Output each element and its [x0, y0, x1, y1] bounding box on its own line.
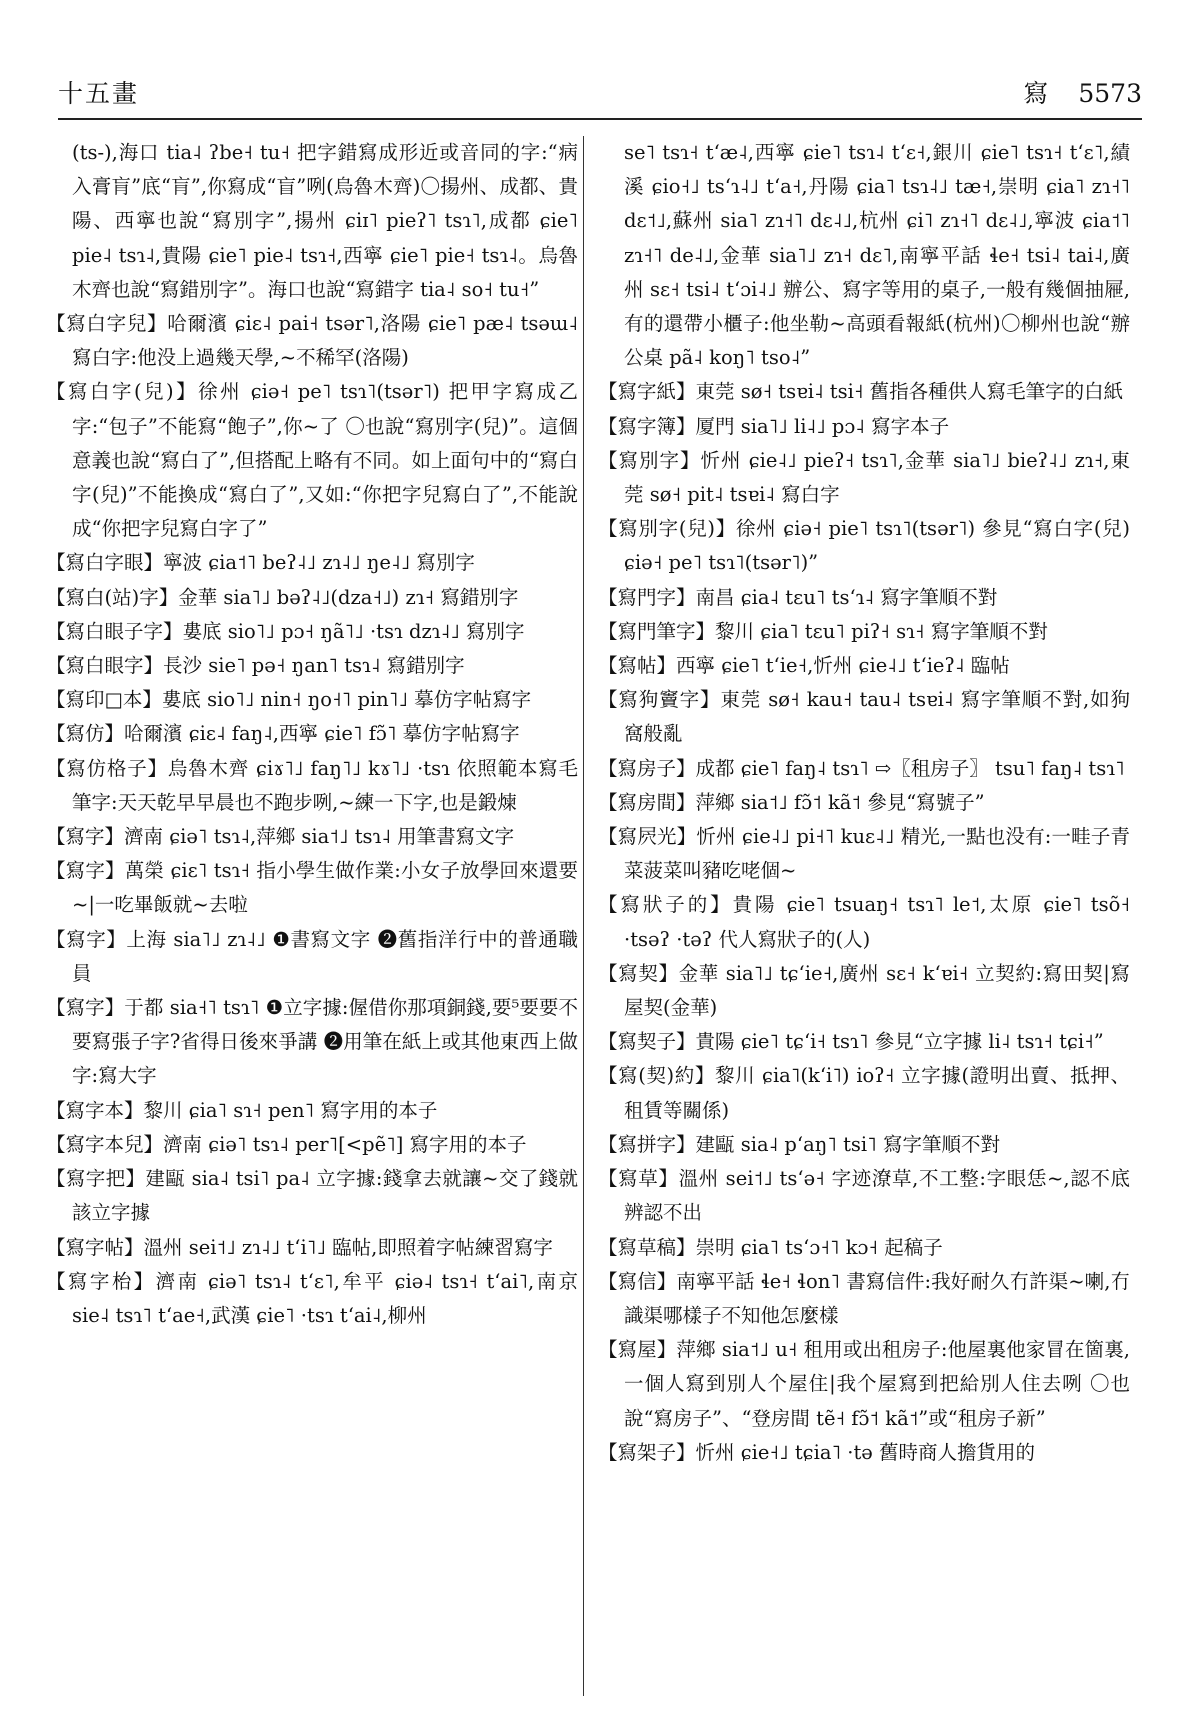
dictionary-entry: 【寫房間】萍鄉 sia˦˩ fɔ̃˦ kã˦ 參見“寫號子” — [598, 790, 985, 814]
right-column — [598, 136, 1130, 1470]
dictionary-entry: 【寫草】溫州 sei˦˩ tsʻə˧ 字迹潦草,不工整:字眼恁~,認不底辨認不出 — [598, 1167, 1130, 1225]
dictionary-entry: 【寫字帖】溫州 sei˦˩ zɿ˨˩ tʻi˥˩ 臨帖,即照着字帖練習寫字 — [46, 1235, 553, 1259]
dictionary-entry: 【寫字簿】厦門 sia˥˩ li˨˩ pɔ˨ 寫字本子 — [598, 414, 950, 438]
dictionary-entry: 【寫信】南寧平話 ɬe˧ ɬon˥ 書寫信件:我好耐久冇許渠~喇,冇識渠哪樣子不知他怎麼樣 — [598, 1269, 1130, 1327]
dictionary-entry: 【寫(契)約】黎川 ɕia˥(kʻi˥) ioʔ˧ 立字據(證明出賣、抵押、租賃等關係) — [598, 1064, 1130, 1122]
dictionary-entry: 【寫字把】建甌 sia˨ tsi˥ pa˨ 立字據:錢拿去就讓~交了錢就該立字據 — [46, 1167, 578, 1225]
dictionary-entry: 【寫字枱】濟南 ɕiə˥ tsɿ˨ tʻɛ˥,牟平 ɕiə˨ tsɿ˧ tʻai˥,南京 sie˨ tsɿ˥ tʻae˧,武漢 ɕie˥ ·tsɿ tʻai˨,柳州 — [46, 1269, 578, 1327]
dictionary-entry: 【寫白字(兒)】徐州 ɕiə˧ pe˥ tsɿ˥(tsər˥) 把甲字寫成乙字:“包子”不能寫“飽子”,你~了 〇也說“寫別字(兒)”。這個意義也說“寫白了”,但搭配上略有不同。如上面句中的“寫白字(兒)”不能換成“寫白了”,又如:“你把字兒寫白了”,不能說成“你把字兒寫白字了” — [46, 380, 578, 541]
dictionary-entry: 【寫別字(兒)】徐州 ɕiə˧ pie˥ tsɿ˥(tsər˥) 參見“寫白字(兒) ɕiə˧ pe˥ tsɿ˥(tsər˥)” — [598, 517, 1130, 575]
dictionary-entry: 【寫拼字】建甌 sia˨ pʻaŋ˥ tsi˥ 寫字筆順不對 — [598, 1132, 1000, 1156]
dictionary-entry: 【寫白眼子字】婁底 sio˥˩ pɔ˧ ŋã˥˩ ·tsɿ dzɿ˨˩ 寫別字 — [46, 619, 525, 643]
dictionary-entry: 【寫契子】貴陽 ɕie˥ tɕʻi˧ tsɿ˥ 參見“立字據 li˨ tsɿ˧ tɕi˧” — [598, 1030, 1104, 1054]
heading-character: 寫 — [1023, 79, 1049, 108]
dictionary-entry: 【寫屄光】忻州 ɕie˨˩ pi˧˥ kuɛ˨˩ 精光,一點也没有:一畦子青菜菠菜叫豬吃咾個~ — [598, 825, 1130, 883]
section-title: 十五畫 — [58, 79, 140, 108]
dictionary-entry: 【寫字】萬榮 ɕiɛ˥ tsɿ˧ 指小學生做作業:小女子放學回來還要~|一吃畢飯就~去啦 — [46, 859, 578, 917]
dictionary-entry: 【寫房子】成都 ɕie˥ faŋ˨ tsɿ˥ ⇨〖租房子〗 tsu˥ faŋ˨ tsɿ˥ — [598, 756, 1125, 780]
dictionary-entry: 【寫字】濟南 ɕiə˥ tsɿ˨,萍鄉 sia˦˩ tsɿ˨ 用筆書寫文字 — [46, 825, 515, 849]
left-column — [46, 136, 578, 1333]
dictionary-entry: se˥ tsɿ˧ tʻæ˨,西寧 ɕie˥ tsɿ˨ tʻɛ˧,銀川 ɕie˥ tsɿ˧ tʻɛ˥,績溪 ɕio˧˩ tsʻɿ˨˩ tʻa˧,丹陽 ɕia˥ tsɿ˨˩ tæ˧,崇明 ɕia˥ zɿ˧˥ dɛ˦˩,蘇州 sia˥ zɿ˧˥ dɛ˨˩,杭州 ɕi˥ zɿ˧˥ dɛ˨˩,寧波 ɕia˦˥ zɿ˧˥ de˨˩,金華 sia˥˩ zɿ˧ dɛ˥,南寧平話 ɬe˧ tsi˨ tai˨,廣州 sɛ˧ tsi˨ tʻɔi˨˩ 辦公、寫字等用的桌子,一般有幾個抽屜,有的還帶小櫃子:他坐勒~高頭看報紙(杭州)〇柳州也說“辦公桌 pã˨ koŋ˥ tso˨” — [624, 141, 1130, 370]
dictionary-entry: 【寫字本兒】濟南 ɕiə˥ tsɿ˨ per˥[<pẽ˥] 寫字用的本子 — [46, 1132, 527, 1156]
dictionary-entry: 【寫字】上海 sia˥˩ zɿ˨˩ ❶書寫文字 ❷舊指洋行中的普通職員 — [46, 927, 578, 985]
dictionary-entry: 【寫白(站)字】金華 sia˥˩ bəʔ˨˩(dza˧˩) zɿ˧ 寫錯別字 — [46, 585, 519, 609]
dictionary-entry: 【寫仿】哈爾濱 ɕiɛ˨ faŋ˨,西寧 ɕie˥ fɔ̃˥ 摹仿字帖寫字 — [46, 722, 520, 746]
page-number: 5573 — [1078, 79, 1142, 108]
dictionary-entry: 【寫字】于都 sia˧˥ tsɿ˥ ❶立字據:偓借你那項銅錢,要⁵要要不要寫張子字?省得日後來爭講 ❷用筆在紙上或其他東西上做字:寫大字 — [46, 996, 578, 1088]
dictionary-entry: 【寫架子】忻州 ɕie˧˩ tɕia˥ ·tə 舊時商人擔貨用的 — [598, 1440, 1036, 1464]
page-heading — [1001, 74, 1142, 114]
dictionary-entry: 【寫白眼字】長沙 sie˥ pə˧ ŋan˥ tsɿ˨ 寫錯別字 — [46, 654, 465, 678]
dictionary-entry: 【寫契】金華 sia˥˩ tɕʻie˧,廣州 sɛ˧ kʻɐi˧ 立契約:寫田契|寫屋契(金華) — [598, 961, 1130, 1020]
dictionary-entry: 【寫仿格子】烏魯木齊 ɕiɤ˥˩ faŋ˥˩ kɤ˥˩ ·tsɿ 依照範本寫毛筆字:天天乾早早晨也不跑步咧,~練一下字,也是鍛煉 — [46, 756, 578, 814]
dictionary-entry: 【寫白字兒】哈爾濱 ɕiɛ˨ pai˧ tsər˥,洛陽 ɕie˥ pæ˨ tsəɯ˨ 寫白字:他没上過幾天學,~不稀罕(洛陽) — [46, 312, 578, 370]
dictionary-entry: 【寫門筆字】黎川 ɕia˥ tɛu˥ piʔ˧ sɿ˧ 寫字筆順不對 — [598, 619, 1048, 643]
dictionary-entry: 【寫白字眼】寧波 ɕia˦˥ beʔ˨˩ zɿ˨˩ ŋe˨˩ 寫別字 — [46, 551, 475, 575]
dictionary-entry: 【寫字本】黎川 ɕia˥ sɿ˧ pen˥ 寫字用的本子 — [46, 1098, 438, 1122]
dictionary-entry: 【寫字紙】東莞 sø˧ tsɐi˨ tsi˧ 舊指各種供人寫毛筆字的白紙 — [598, 380, 1124, 404]
dictionary-entry: 【寫別字】忻州 ɕie˨˩ pieʔ˧ tsɿ˥,金華 sia˥˩ bieʔ˨˩ zɿ˧,東莞 sø˧ pit˨ tsɐi˨ 寫白字 — [598, 448, 1130, 507]
dictionary-entry: 【寫草稿】崇明 ɕia˥ tsʻɔ˧˥ kɔ˧ 起稿子 — [598, 1235, 943, 1259]
dictionary-entry: 【寫印□本】婁底 sio˥˩ nin˧ ŋo˧˥ pin˥˩ 摹仿字帖寫字 — [46, 688, 532, 712]
dictionary-entry: (ts-),海口 tia˨ ʔbe˧ tu˧ 把字錯寫成形近或音同的字:“病入膏肓”底“肓”,你寫成“盲”咧(烏魯木齊)〇揚州、成都、貴陽、西寧也說“寫別字”,揚州 ɕiɪ˥ pieʔ˥ tsɿ˥,成都 ɕie˥ pie˨ tsɿ˨,貴陽 ɕie˥ pie˨ tsɿ˧,西寧 ɕie˥ pie˧ tsɿ˨。烏魯木齊也說“寫錯別字”。海口也說“寫錯字 tia˨ so˧ tu˧” — [72, 141, 578, 301]
column-divider — [583, 136, 584, 1696]
header-rule — [58, 118, 1142, 120]
running-head — [58, 74, 1142, 114]
dictionary-entry: 【寫門字】南昌 ɕia˨ tɛu˥ tsʻɿ˨ 寫字筆順不對 — [598, 585, 998, 609]
dictionary-entry: 【寫狀子的】貴陽 ɕie˥ tsuaŋ˧ tsɿ˥ le˦,太原 ɕie˥ tsõ˧ ·tsəʔ ·təʔ 代人寫狀子的(人) — [598, 893, 1130, 951]
dictionary-entry: 【寫帖】西寧 ɕie˥ tʻie˧,忻州 ɕie˨˩ tʻieʔ˨ 臨帖 — [598, 654, 1010, 678]
dictionary-entry: 【寫狗竇字】東莞 sø˧ kau˧ tau˨ tsɐi˨ 寫字筆順不對,如狗窩般亂 — [598, 688, 1130, 746]
dictionary-entry: 【寫屋】萍鄉 sia˦˩ u˧ 租用或出租房子:他屋裏他家冒在箇裏,一個人寫到別人个屋住|我个屋寫到把給別人住去咧 〇也說“寫房子”、“登房間 tẽ˧ fɔ̃˦ kã˦”或“租房子新” — [598, 1338, 1130, 1430]
